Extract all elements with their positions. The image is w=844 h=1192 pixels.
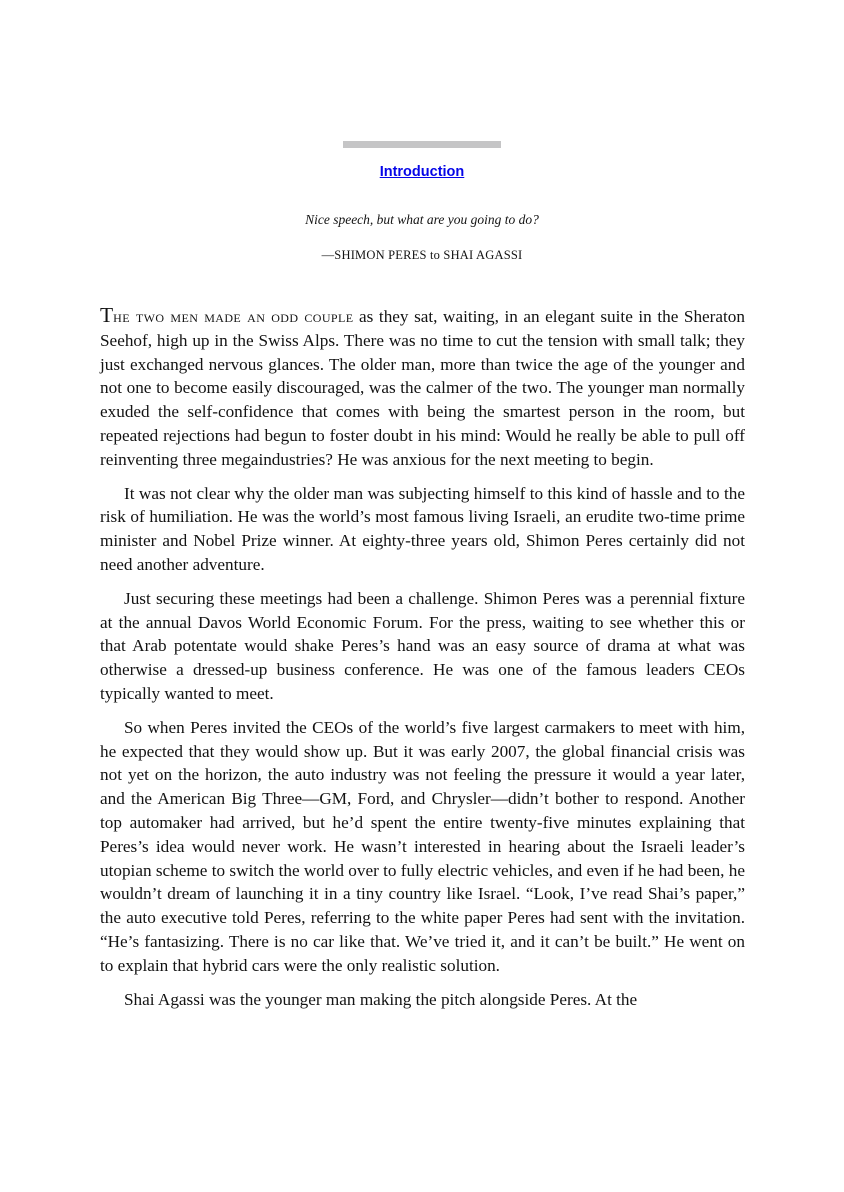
paragraph-text: as they sat, waiting, in an elegant suite in the Sheraton Seehof, high up in the Swiss Alps. There was no time to cut the tension with small talk; they just exchanged nervous glances. The older man, more than twice the age of the younger and not one to become easily discouraged, was the calmer of the two. The younger man normally exuded the self-confidence that comes with being the smartest person in the room, but repeated rejections had begun to foster doubt in his mind: Would he really be able to pull off reinventing three megaindustries? He was anxious for the next meeting to begin. [100,307,745,469]
chapter-title-row [0,163,844,181]
small-caps-lead-in: he two men made an odd couple [113,307,354,326]
opening-capital: T [100,303,114,327]
epigraph-quote: Nice speech, but what are you going to do? [305,212,539,227]
paragraph: It was not clear why the older man was subjecting himself to this kind of hassle and to the risk of humiliation. He was the world’s most famous living Israeli, an erudite two-time prime minister and Nobel Prize winner. At eighty-three years old, Shimon Peres certainly did not need another adventure. [100,483,745,574]
paragraph: Shai Agassi was the younger man making the pitch alongside Peres. At the [124,989,638,1009]
chapter-title-link[interactable]: Introduction [379,164,465,180]
epigraph-attribution: —SHIMON PERES to SHAI AGASSI [321,248,523,262]
paragraph-opening [100,304,745,472]
paragraph: Just securing these meetings had been a challenge. Shimon Peres was a perennial fixture at the annual Davos World Economic Forum. For the press, waiting to see whether this or that Arab potentate would shake Peres’s hand was an easy source of drama at what was otherwise a dressed-up business conference. He was one of the famous leaders CEOs typically wanted to meet. [100,588,745,703]
body-text [100,304,745,1011]
section-divider-bar [343,141,501,148]
paragraph: So when Peres invited the CEOs of the world’s five largest carmakers to meet with him, he expected that they would show up. But it was early 2007, the global financial crisis was not yet on the horizon, the auto industry was not feeling the pressure it would a year later, and the American Big Three—GM, Ford, and Chrysler—didn’t bother to respond. Another top automaker had arrived, but he’d spent the entire twenty-five minutes explaining that Peres’s idea would never work. He wasn’t interested in hearing about the Israeli leader’s utopian scheme to switch the world over to fully electric vehicles, and even if he had been, he wouldn’t dream of launching it in a tiny country like Israel. “Look, I’ve read Shai’s paper,” the auto executive told Peres, referring to the white paper Peres had sent with the invitation. “He’s fantasizing. There is no car like that. We’ve tried it, and it can’t be built.” He went on to explain that hybrid cars were the only realistic solution. [100,717,745,975]
